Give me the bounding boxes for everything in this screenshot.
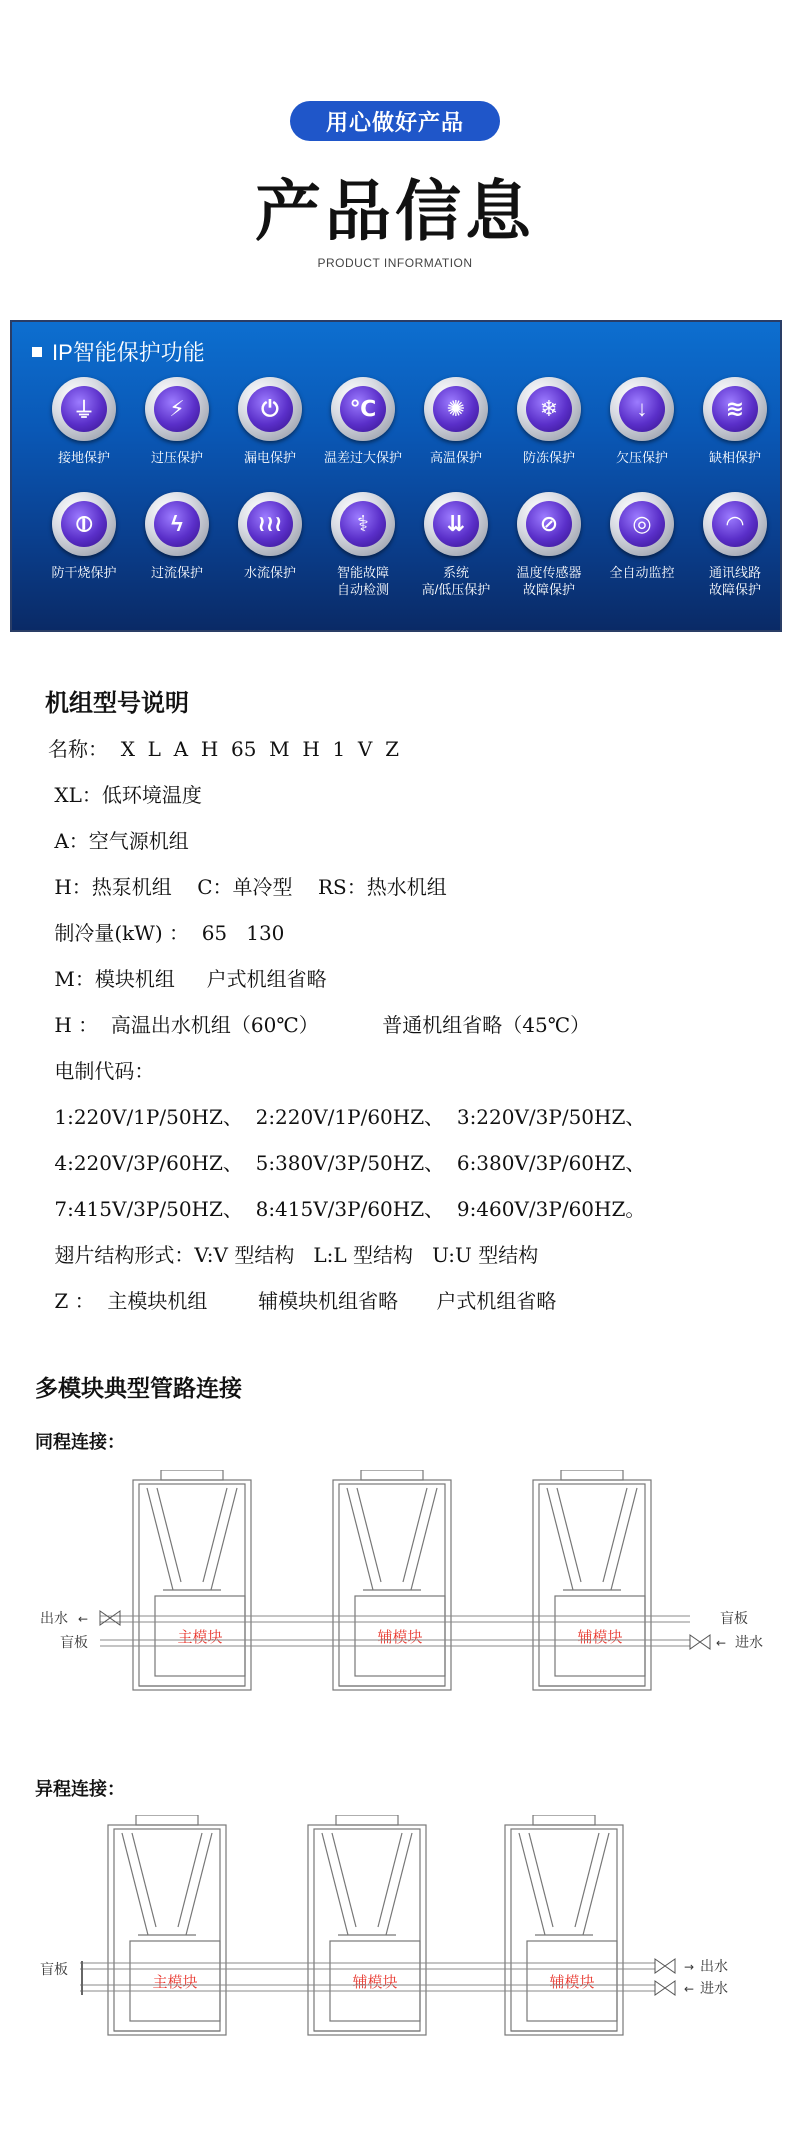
undervoltage-icon: ↓ bbox=[610, 377, 674, 441]
module-unit-label: 辅模块 bbox=[549, 1973, 595, 1991]
module-unit bbox=[133, 1470, 251, 1690]
protection-item bbox=[503, 377, 595, 466]
protection-item-label: 智能故障 自动检测 bbox=[336, 565, 389, 597]
protection-item-label: 水流保护 bbox=[243, 565, 296, 580]
model-line: 电制代码： bbox=[48, 1059, 155, 1083]
valve-icon bbox=[100, 1611, 120, 1625]
module-unit-label: 辅模块 bbox=[577, 1628, 623, 1646]
protection-item-label: 过流保护 bbox=[150, 565, 203, 580]
protection-item bbox=[410, 377, 502, 466]
model-line: 制冷量(kW) ： 65 130 bbox=[48, 921, 285, 945]
protection-item-label: 高温保护 bbox=[429, 450, 482, 465]
protection-item-label: 通讯线路 故障保护 bbox=[708, 565, 761, 597]
dry-burn-icon: ⦶ bbox=[52, 492, 116, 556]
same-process-label: 同程连接： bbox=[35, 1432, 125, 1452]
protection-item bbox=[689, 377, 781, 466]
model-line: XL：低环境温度 bbox=[48, 783, 202, 807]
protection-banner bbox=[10, 320, 782, 632]
fault-detect-icon: ⚕ bbox=[331, 492, 395, 556]
valve-icon bbox=[655, 1981, 675, 1995]
model-line: A：空气源机组 bbox=[48, 829, 189, 853]
protection-item bbox=[596, 377, 688, 466]
page-subtitle: PRODUCT INFORMATION bbox=[317, 256, 473, 270]
model-line: Z ： 主模块机组 辅模块机组省略 户式机组省略 bbox=[48, 1289, 557, 1313]
protection-item bbox=[131, 492, 223, 581]
protection-item bbox=[131, 377, 223, 466]
pressure-icon: ⇊ bbox=[424, 492, 488, 556]
module-unit-label: 辅模块 bbox=[352, 1973, 398, 1991]
protection-item bbox=[38, 492, 130, 581]
protection-item-label: 全自动监控 bbox=[609, 565, 675, 580]
module-unit bbox=[108, 1815, 226, 2035]
model-line: 1:220V/1P/50HZ、 2:220V/1P/60HZ、 3:220V/3P/50HZ、 bbox=[48, 1105, 646, 1129]
module-unit bbox=[505, 1815, 623, 2035]
protection-title-text: IP智能保护功能 bbox=[52, 340, 205, 365]
arrow-left-icon: ← bbox=[716, 1636, 727, 1650]
protection-item bbox=[503, 492, 595, 598]
module-unit-label: 辅模块 bbox=[377, 1628, 423, 1646]
protection-item bbox=[410, 492, 502, 598]
water-flow-icon: ≀≀≀ bbox=[238, 492, 302, 556]
module-unit bbox=[333, 1470, 451, 1690]
right-blind-label: 盲板 bbox=[720, 1611, 748, 1627]
protection-item-label: 防冻保护 bbox=[522, 450, 575, 465]
protection-item-label: 漏电保护 bbox=[243, 450, 296, 465]
overvoltage-icon: ⚡ bbox=[145, 377, 209, 441]
valve-icon bbox=[655, 1959, 675, 1973]
same-process-diagram bbox=[0, 1470, 790, 1710]
protection-item bbox=[224, 492, 316, 581]
protection-item bbox=[224, 377, 316, 466]
left-blind-label: 盲板 bbox=[40, 1962, 68, 1978]
protection-item-label: 防干烧保护 bbox=[51, 565, 117, 580]
protection-item bbox=[596, 492, 688, 581]
right-inlet-label: 进水 bbox=[700, 1981, 728, 1997]
protection-item-label: 接地保护 bbox=[57, 450, 110, 465]
right-inlet-label: 进水 bbox=[735, 1635, 763, 1651]
left-outlet-label: 出水 bbox=[40, 1611, 68, 1627]
module-unit-label: 主模块 bbox=[177, 1628, 223, 1646]
diff-process-diagram bbox=[0, 1815, 790, 2055]
module-unit-label: 主模块 bbox=[152, 1973, 198, 1991]
protection-item-label: 缺相保护 bbox=[708, 450, 761, 465]
overcurrent-icon: ϟ bbox=[145, 492, 209, 556]
page-title: 产品信息 bbox=[255, 174, 535, 248]
model-line: 名称： X L A H 65 M H 1 V Z bbox=[48, 737, 399, 761]
protection-item bbox=[317, 377, 409, 466]
arrow-right-icon: → bbox=[684, 1960, 695, 1974]
leakage-icon: ⏻ bbox=[238, 377, 302, 441]
high-temp-icon: ✺ bbox=[424, 377, 488, 441]
diff-process-label: 异程连接： bbox=[35, 1779, 125, 1799]
model-line: 翅片结构形式：V:V 型结构 L:L 型结构 U:U 型结构 bbox=[48, 1243, 539, 1267]
protection-item-label: 欠压保护 bbox=[615, 450, 668, 465]
piping-section-title: 多模块典型管路连接 bbox=[35, 1375, 242, 1401]
square-bullet-icon bbox=[32, 347, 42, 357]
protection-item bbox=[38, 377, 130, 466]
module-unit bbox=[533, 1470, 651, 1690]
protection-item-label: 过压保护 bbox=[150, 450, 203, 465]
communication-icon: ◠ bbox=[703, 492, 767, 556]
protection-item bbox=[317, 492, 409, 598]
arrow-left-icon: ← bbox=[78, 1612, 89, 1626]
model-section-title: 机组型号说明 bbox=[45, 690, 189, 717]
protection-item-label: 温差过大保护 bbox=[323, 450, 402, 465]
temperature-diff-icon: ℃ bbox=[331, 377, 395, 441]
model-line: H ： 高温出水机组（60℃） 普通机组省略（45℃） bbox=[48, 1013, 591, 1037]
valve-icon bbox=[690, 1635, 710, 1649]
right-outlet-label: 出水 bbox=[700, 1959, 728, 1975]
left-blind-label: 盲板 bbox=[60, 1635, 88, 1651]
model-line: H：热泵机组 C：单冷型 RS：热水机组 bbox=[48, 875, 447, 899]
protection-item-label: 系统 高/低压保护 bbox=[421, 565, 491, 597]
model-line: 4:220V/3P/60HZ、 5:380V/3P/50HZ、 6:380V/3P/60HZ、 bbox=[48, 1151, 646, 1175]
monitor-icon: ◎ bbox=[610, 492, 674, 556]
protection-item bbox=[689, 492, 781, 598]
protection-title bbox=[32, 336, 205, 367]
ground-icon: ⏚ bbox=[52, 377, 116, 441]
model-line: M：模块机组 户式机组省略 bbox=[48, 967, 327, 991]
sensor-icon: ⊘ bbox=[517, 492, 581, 556]
phase-loss-icon: ≋ bbox=[703, 377, 767, 441]
protection-item-label: 温度传感器 故障保护 bbox=[516, 565, 582, 597]
module-unit bbox=[308, 1815, 426, 2035]
arrow-left-icon: ← bbox=[684, 1982, 695, 1996]
slogan-pill: 用心做好产品 bbox=[290, 101, 500, 141]
model-line: 7:415V/3P/50HZ、 8:415V/3P/60HZ、 9:460V/3P/60HZ。 bbox=[48, 1197, 646, 1221]
antifreeze-icon: ❄ bbox=[517, 377, 581, 441]
